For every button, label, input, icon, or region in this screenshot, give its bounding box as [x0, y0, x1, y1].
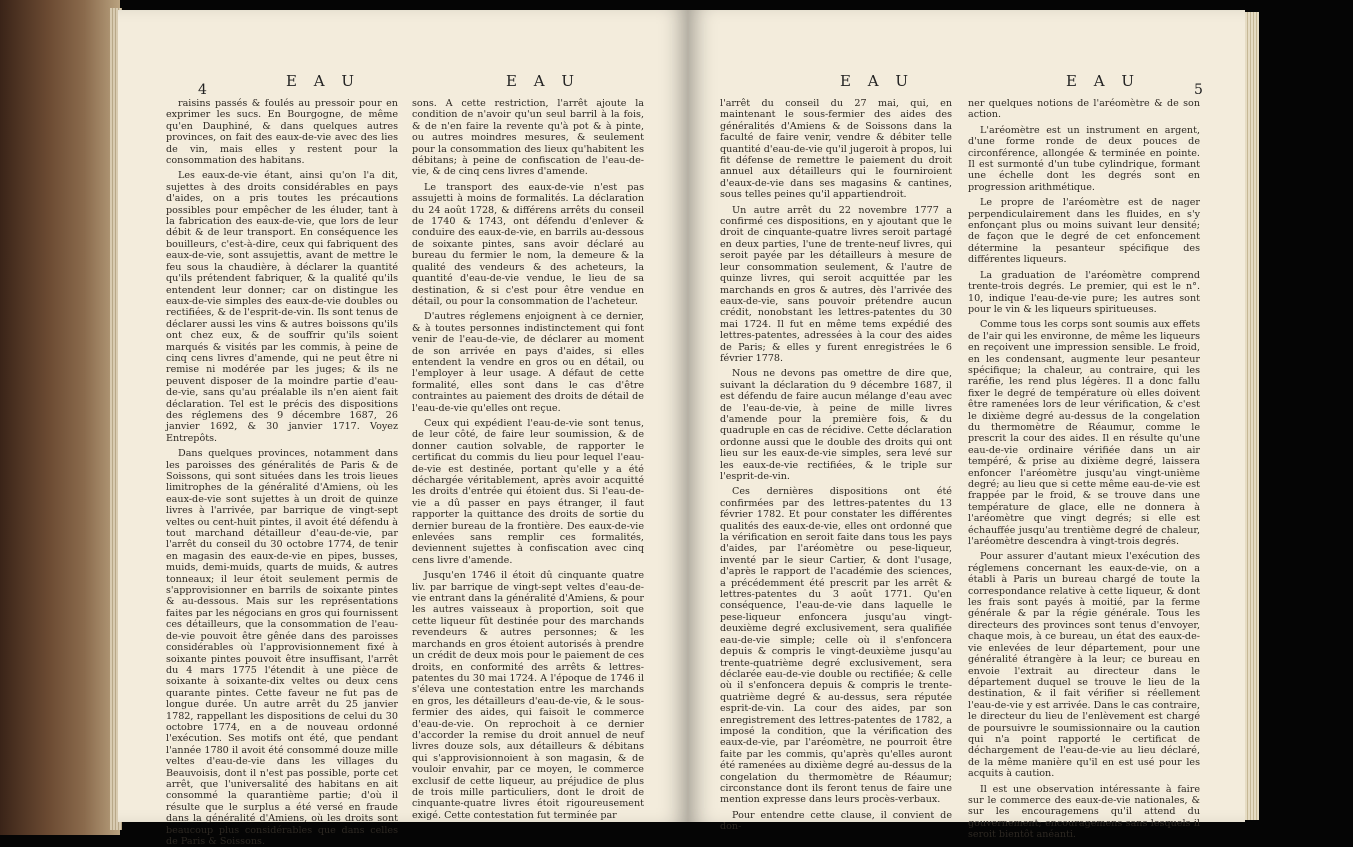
- running-head-left-2: E A U: [506, 72, 580, 90]
- left-page-column-1: [166, 98, 398, 847]
- running-head-right-2: E A U: [1066, 72, 1140, 90]
- left-page-column-2: [412, 98, 644, 821]
- page-number-left: 4: [198, 82, 207, 98]
- paragraph: L'aréomètre est un instrument en argent, d'une forme ronde de deux pouces de circonférence, allongée & terminée en pointe. Il est surmonté d'un tube cylindrique, formant une échelle dont les degrés sont en progression arithmétique.: [968, 124, 1200, 193]
- paragraph: Un autre arrêt du 22 novembre 1777 a confirmé ces dispositions, en y ajoutant que le droit de cinquante-quatre livres seroit partagé en deux parties, l'une de trente-neuf livres, qui seroit payée par les détailleurs à mesure de leur consommation seulement, & l'autre de quinze livres, qui seroit acquittée par les marchands en gros & autres, dès l'arrivée des eaux-de-vie, sans pouvoir prétendre aucun crédit, nonobstant les lettres-patentes du 30 mai 1724. Il fut en même tems expédié des lettres-patentes, adressées à la cour des aides de Paris; & elles y furent enregistrées le 6 février 1778.: [720, 204, 952, 364]
- paragraph: Dans quelques provinces, notamment dans les paroisses des généralités de Paris & de Soissons, qui sont situées dans les trois lieues limitrophes de la généralité d'Amiens, où les eaux-de-vie sont sujettes à un droit de quinze livres à l'arrivée, par barrique de vingt-sept veltes ou cent-huit pintes, il avoit été défendu à tout marchand détailleur d'eau-de-vie, par l'arrêt du conseil du 30 octobre 1774, de tenir en magasin des eaux-de-vie en pipes, busses, muids, demi-muids, quarts de muids, & autres tonneaux; il leur étoit seulement permis de s'approvisionner en barrils de soixante pintes & au-dessous. Mais sur les représentations faites par les négocians en gros qui fournissent ces détailleurs, que la consommation de l'eau-de-vie pouvoit être gênée dans des paroisses considérables où l'approvisionnement fixé à soixante pintes pouvoit être insuffisant, l'arrêt du 4 mars 1775 l'étendit à une pièce de soixante à soixante-dix veltes ou deux cens quarante pintes. Cette faveur ne fut pas de longue durée. Un autre arrêt du 25 janvier 1782, rappellant les dispositions de celui du 30 octobre 1774, en a de nouveau ordonné l'exécution. Ses motifs ont été, que pendant l'année 1780 il avoit été consommé douze mille veltes d'eau-de-vie dans les villages du Beauvoisis, dont il n'est pas possible, porte cet arrêt, que l'universalité des habitans en ait consommé la quarantième partie; d'où il résulte que le surplus a été versé en fraude dans la généralité d'Amiens, où les droits sont beaucoup plus considérables que dans celles de Paris & Soissons.: [166, 448, 398, 847]
- left-page: [118, 10, 688, 847]
- paragraph: l'arrêt du conseil du 27 mai, qui, en maintenant le sous-fermier des aides des généralités d'Amiens & de Soissons dans la faculté de faire venir, vendre & débiter telle quantité d'eau-de-vie qu'il jugeroit à propos, lui fit défense de remettre le paiement du droit annuel aux détailleurs qui le fourniroient d'eaux-de-vie dans ses magasins & cantines, sous telles peines qu'il appartiendroit.: [720, 98, 952, 201]
- right-page: [688, 10, 1245, 841]
- paragraph: Il est une observation intéressante à faire sur le commerce des eaux-de-vie nationales, & sur les encouragemens qu'il attend du gouvernement; encouragemens sans lesquels il seroit bientôt anéanti.: [968, 783, 1200, 841]
- paragraph: Les eaux-de-vie étant, ainsi qu'on l'a dit, sujettes à des droits considérables en pays d'aides, on a pris toutes les précautions possibles pour empêcher de les éluder, tant à la fabrication des eaux-de-vie, que lors de leur débit & de leur transport. En conséquence les bouilleurs, c'est-à-dire, ceux qui fabriquent des eaux-de-vie, sont assujettis, avant de mettre le feu sous la chaudière, à déclarer la quantité qu'ils prétendent fabriquer, & la qualité qu'ils entendent leur donner; car on distingue les eaux-de-vie simples des eaux-de-vie doubles ou rectifiées, & de l'esprit-de-vin. Ils sont tenus de déclarer aussi les vins & autres boissons qu'ils ont chez eux, & de souffrir qu'ils soient marqués & visités par les commis, à peine de cinq cens livres d'amende, qui ne peut être ni remise ni modérée par les juges; & ils ne peuvent disposer de la moindre partie d'eau-de-vie, sans qu'au préalable ils n'en aient fait déclaration. Tel est le précis des dispositions des réglemens des 9 décembre 1687, 26 janvier 1692, & 30 janvier 1717. Voyez Entrepôts.: [166, 170, 398, 444]
- paragraph: raisins passés & foulés au pressoir pour en exprimer les sucs. En Bourgogne, de même qu'en Dauphiné, & dans quelques autres provinces, on fait des eaux-de-vie avec des lies de vin, mais elles y restent pour la consommation des habitans.: [166, 98, 398, 167]
- book-spine: [0, 0, 120, 835]
- paragraph: Pour assurer d'autant mieux l'exécution des réglemens concernant les eaux-de-vie, on a établi à Paris un bureau chargé de toute la correspondance relative à cette liqueur, & dont les frais sont payés à moitié, par la ferme générale & par la régie générale. Tous les directeurs des provinces sont tenus d'envoyer, chaque mois, à ce bureau, un état des eaux-de-vie enlevées de leur département, pour une généralité étrangère à la leur; ce bureau en envoie l'extrait au directeur dans le département duquel se trouve le lieu de la destination, & il fait vérifier si réellement l'eau-de-vie y est arrivée. Dans le cas contraire, le directeur du lieu de l'enlèvement est chargé de poursuivre le soumissionnaire ou la caution qui n'a point rapporté le certificat de déchargement de l'eau-de-vie au lieu déclaré, de la même manière qu'il en est usé pour les acquits à caution.: [968, 551, 1200, 780]
- right-page-column-1: [720, 98, 952, 833]
- paragraph: Le transport des eaux-de-vie n'est pas assujetti à moins de formalités. La déclaration du 24 août 1728, & différens arrêts du conseil de 1740 & 1743, ont défendu d'enlever & conduire des eaux-de-vie, en barrils au-dessous de soixante pintes, sans avoir déclaré au bureau du fermier le nom, la demeure & la qualité des vendeurs & des acheteurs, la quantité d'eau-de-vie vendue, le lieu de sa destination, & si c'est pour être vendue en détail, ou pour la consommation de l'acheteur.: [412, 181, 644, 307]
- running-head-right: E A U: [840, 72, 914, 90]
- right-page-column-2: [968, 98, 1200, 841]
- paragraph: D'autres réglemens enjoignent à ce dernier, & à toutes personnes indistinctement qui font venir de l'eau-de-vie, de déclarer au moment de son arrivée en pays d'aides, si elles entendent la vendre en gros ou en détail, ou l'employer à leur usage. A défaut de cette formalité, elles sont dans le cas d'être contraintes au paiement des droits de détail de l'eau-de-vie qu'elles ont reçue.: [412, 311, 644, 414]
- paragraph: Pour entendre cette clause, il convient de don-: [720, 809, 952, 833]
- paragraph: La graduation de l'aréomètre comprend trente-trois degrés. Le premier, qui est le n°. 10, indique l'eau-de-vie pure; les autres sont pour le vin & les liqueurs spiritueuses.: [968, 269, 1200, 315]
- paragraph: Le propre de l'aréomètre est de nager perpendiculairement dans les fluides, en s'y enfonçant plus ou moins suivant leur densité; de façon que le degré de cet enfoncement détermine la pesanteur spécifique des différentes liqueurs.: [968, 197, 1200, 266]
- paragraph: Comme tous les corps sont soumis aux effets de l'air qui les environne, de même les liqueurs en reçoivent une impression sensible. Le froid, en les condensant, augmente leur pesanteur spécifique; la chaleur, au contraire, qui les raréfie, les rend plus légères. Il a donc fallu fixer le degré de température où elles doivent être ramenées lors de leur vérification, & c'est le dixième degré au-dessus de la congelation du thermomètre de Réaumur, comme le prescrit la cour des aides. Il en résulte qu'une eau-de-vie ordinaire vérifiée dans un air tempéré, & prise au dixième degré, laissera enfoncer l'aréomètre jusqu'au vingt-unième degré; au lieu que si cette même eau-de-vie est frappée par le froid, & se trouve dans une température de glace, elle ne donnera à l'aréomètre que vingt degrés; si elle est échauffée jusqu'au trentième degré de chaleur, l'aréomètre descendra à vingt-trois degrés.: [968, 319, 1200, 548]
- paragraph: Jusqu'en 1746 il étoit dû cinquante quatre liv. par barrique de vingt-sept veltes d'eau-de-vie entrant dans la généralité d'Amiens, & pour les autres vaisseaux à proportion, soit que cette liqueur fût destinée pour des marchands revendeurs & autres personnes; & les marchands en gros étoient autorisés à prendre un crédit de deux mois pour le paiement de ces droits, en conformité des arrêts & lettres-patentes du 30 mai 1724. A l'époque de 1746 il s'éleva une contestation entre les marchands en gros, les détailleurs d'eau-de-vie, & le sous-fermier des aides, qui faisoit le commerce d'eau-de-vie. On reprochoit à ce dernier d'accorder la remise du droit annuel de neuf livres douze sols, aux détailleurs & débitans qui s'approvisionnoient à son magasin, & de vouloir envahir, par ce moyen, le commerce exclusif de cette liqueur, au préjudice de plus de trois mille particuliers, dont le droit de cinquante-quatre livres étoit rigoureusement exigé. Cette contestation fut terminée par: [412, 570, 644, 821]
- page-number-right: 5: [1194, 82, 1203, 98]
- paragraph: Ces dernières dispositions ont été confirmées par des lettres-patentes du 13 février 1782. Et pour constater les différentes qualités des eaux-de-vie, elles ont ordonné que la vérification en seroit faite dans tous les pays d'aides, par l'aréomètre ou pese-liqueur, inventé par le sieur Cartier, & dont l'usage, d'après le rapport de l'académie des sciences, a précédemment été prescrit par les arrêt & lettres-patentes du 3 août 1771. Qu'en conséquence, l'eau-de-vie dans laquelle le pese-liqueur enfoncera jusqu'au vingt-deuxième degré exclusivement, sera qualifiée eau-de-vie simple; celle où il s'enfoncera depuis & compris le vingt-deuxième jusqu'au trente-quatrième degré exclusivement, sera déclarée eau-de-vie double ou rectifiée; & celle où il s'enfoncera depuis & compris le trente-quatrième degré & au-dessus, sera réputée esprit-de-vin. La cour des aides, par son enregistrement des lettres-patentes de 1782, a imposé la condition, que la vérification des eaux-de-vie, par l'aréomètre, ne pourroit être faite par les commis, qu'après qu'elles auront été ramenées au dixième degré au-dessus de la congelation du thermomètre de Réaumur; circonstance dont ils feront tenus de faire une mention expresse dans leurs procès-verbaux.: [720, 486, 952, 806]
- paragraph: ner quelques notions de l'aréomètre & de son action.: [968, 98, 1200, 121]
- paragraph: Ceux qui expédient l'eau-de-vie sont tenus, de leur côté, de faire leur soumission, & de donner caution solvable, de rapporter le certificat du commis du lieu pour lequel l'eau-de-vie est destinée, portant qu'elle y a été déchargée véritablement, après avoir acquitté les droits d'entrée qui étoient dus. Si l'eau-de-vie a dû passer en pays étranger, il faut rapporter la quittance des droits de sortie du dernier bureau de la frontière. Des eaux-de-vie enlevées sans remplir ces formalités, deviennent sujettes à confiscation avec cinq cens livre d'amende.: [412, 417, 644, 566]
- paragraph: sons. A cette restriction, l'arrêt ajoute la condition de n'avoir qu'un seul barril à la fois, & de n'en faire la revente qu'à pot & à pinte, ou autres moindres mesures, & seulement pour la consommation des lieux qu'habitent les débitans; à peine de confiscation de l'eau-de-vie, & de cinq cens livres d'amende.: [412, 98, 644, 178]
- paragraph: Nous ne devons pas omettre de dire que, suivant la déclaration du 9 décembre 1687, il est défendu de faire aucun mélange d'eau avec de l'eau-de-vie, à peine de mille livres d'amende pour la première fois, & du quadruple en cas de récidive. Cette déclaration ordonne aussi que le double des droits qui ont lieu sur les eaux-de-vie simples, sera levé sur les eaux-de-vie rectifiées, & le triple sur l'esprit-de-vin.: [720, 368, 952, 482]
- right-page-edges: [1245, 12, 1259, 820]
- running-head-left: E A U: [286, 72, 360, 90]
